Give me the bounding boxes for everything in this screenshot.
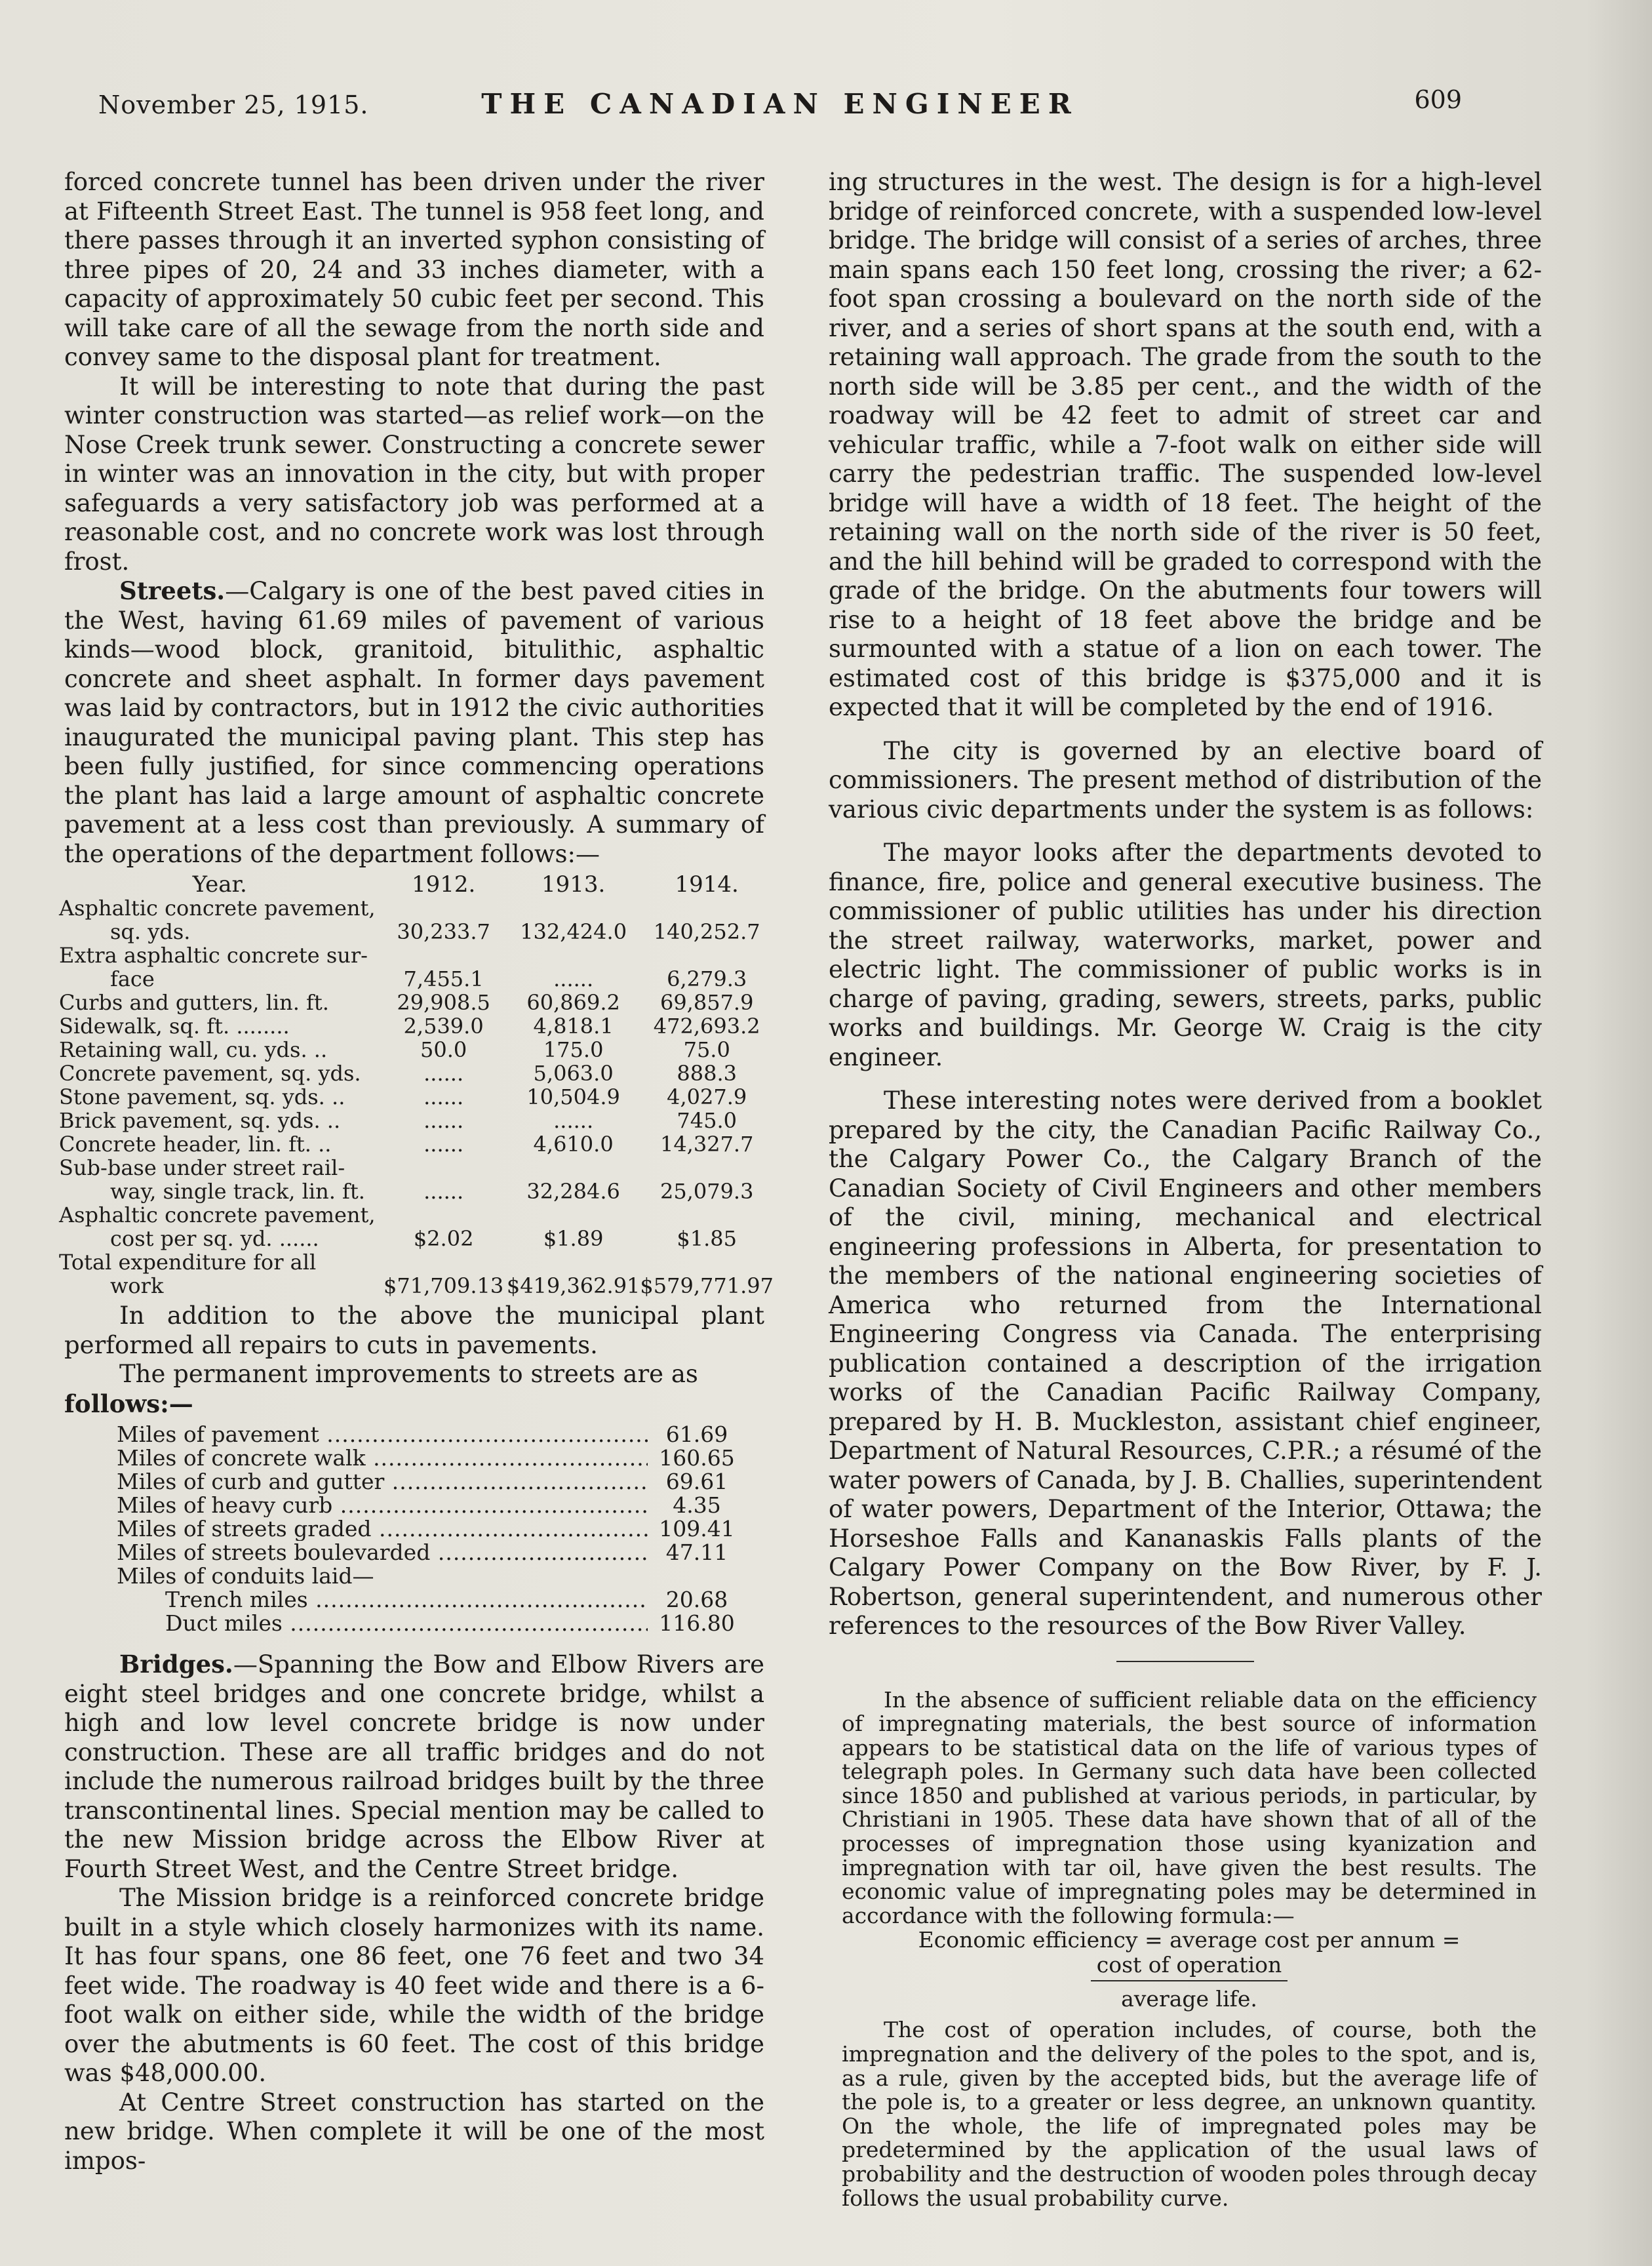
list-item xyxy=(64,1470,746,1494)
table-row xyxy=(59,920,774,944)
paragraph: ing structures in the west. The design is for a high-level bridge of reinforced concrete, with a suspended low-level bridge. The bridge will consist of a series of arches, three main spans each 150 feet long, crossing the river; a 62-foot span crossing a boulevard on the north side of the river, and a series of short spans at the south end, with a retaining wall approach. The grade from the south to the north side will be 3.85 per cent., and the width of the roadway will be 42 feet to admit of street car and vehicular traffic, while a 7-foot walk on either side will carry the pedestrian traffic. The suspended low-level bridge will have a width of 18 feet. The height of the retaining wall on the north side of the river is 50 feet, and the hill behind will be graded to correspond with the grade of the bridge. On the abutments four towers will rise to a height of 18 feet above the bridge and be surmounted with a statue of a lion on each tower. The estimated cost of this bridge is $375,000 and it is expected that it will be completed by the end of 1916. xyxy=(829,168,1542,721)
table-cell: 745.0 xyxy=(677,1108,737,1133)
table-cell: $1.85 xyxy=(677,1226,737,1251)
paragraph: The cost of operation includes, of course, both the impregnation and the delivery of the poles to the spot, and is, as a rule, given by the accepted bids, but the average life of the pole is, to a greater or less degree, an unknown quantity. On the whole, the life of impregnated poles may be predetermined by the application of the usual laws of probability and the destruction of wooden poles through decay follows the usual probability curve. xyxy=(842,2017,1537,2211)
row-label: work xyxy=(110,1273,164,1298)
list-item xyxy=(64,1541,746,1564)
table-cell: 25,079.3 xyxy=(659,1179,754,1204)
list-item-value: 160.65 xyxy=(659,1445,735,1471)
formula-denominator: average life. xyxy=(1121,1986,1257,2012)
table-row xyxy=(59,1014,774,1038)
row-label: Total expenditure for all xyxy=(59,1250,317,1275)
table-row xyxy=(59,1085,774,1109)
paragraph: In addition to the above the municipal plant performed all repairs to cuts in pavements. xyxy=(64,1302,764,1359)
row-label: sq. yds. xyxy=(110,919,191,944)
table-cell: 60,869.2 xyxy=(526,990,620,1015)
table-cell: 50.0 xyxy=(420,1037,467,1062)
table-cell: 32,284.6 xyxy=(526,1179,620,1204)
table-cell: 14,327.7 xyxy=(659,1132,754,1157)
table-cell: $1.89 xyxy=(543,1226,604,1251)
table-cell: $419,362.91 xyxy=(506,1273,640,1298)
table-cell: ...... xyxy=(553,966,594,991)
paragraph: The Mission bridge is a reinforced concrete bridge built in a style which closely harmonizes with its name. It has four spans, one 86 feet, one 76 feet and two 34 feet wide. The roadway is 40 feet wide and there is a 6-foot walk on either side, while the width of the bridge over the abutments is 60 feet. The cost of this bridge was $48,000.00. xyxy=(64,1884,764,2087)
table-body xyxy=(59,896,774,1298)
paving-operations-table xyxy=(59,873,774,1298)
row-label: face xyxy=(110,966,155,991)
page-number: 609 xyxy=(1414,85,1462,114)
right-column xyxy=(829,168,1542,2210)
table-cell: 75.0 xyxy=(683,1037,730,1062)
table-cell: ...... xyxy=(423,1084,464,1109)
list-item xyxy=(64,1588,746,1612)
table-cell: 29,908.5 xyxy=(397,990,490,1015)
paragraph: forced concrete tunnel has been driven under the river at Fifteenth Street East. The tunnel is 958 feet long, and there passes through it an inverted syphon consisting of three pipes of 20, 24 and 33 inches diameter, with a capacity of approximately 50 cubic feet per second. This will take care of all the sewage from the north side and convey same to the disposal plant for treatment. xyxy=(64,168,764,371)
table-cell: 4,818.1 xyxy=(533,1014,614,1039)
list-item xyxy=(64,1564,746,1588)
table-row xyxy=(59,1274,774,1298)
table-row-label xyxy=(59,944,774,967)
row-label: Brick pavement, sq. yds. .. xyxy=(59,1108,341,1133)
row-label: Concrete header, lin. ft. .. xyxy=(59,1132,332,1157)
formula-numerator: cost of operation xyxy=(1096,1952,1282,1978)
paragraph: follows:— xyxy=(64,1389,193,1418)
year-label: Year. xyxy=(192,871,247,898)
paragraph: The city is governed by an elective board of commissioners. The present method of distribution of the various civic departments under the system is as follows: xyxy=(829,736,1542,824)
table-header-row xyxy=(59,873,774,896)
paragraph: The permanent improvements to streets are as xyxy=(119,1360,698,1388)
row-label: Concrete pavement, sq. yds. xyxy=(59,1061,361,1086)
table-cell: 69,857.9 xyxy=(659,990,754,1015)
list-item-label: Miles of curb and gutter ..... xyxy=(64,1470,648,1494)
row-label: Extra asphaltic concrete sur- xyxy=(59,943,368,968)
table-cell: ...... xyxy=(553,1108,594,1133)
list-item-value: 109.41 xyxy=(659,1516,735,1541)
list-item-label: Miles of concrete walk ..... xyxy=(64,1446,648,1470)
streets-paragraph: Streets.—Calgary is one of the best paved cities in the West, having 61.69 miles of pavement of various kinds—wood block, granitoid, bitulithic, asphaltic concrete and sheet asphalt. In former days pavement was laid by contractors, but in 1912 the civic authorities inaugurated the municipal paving plant. This step has been fully justified, for since commencing operations the plant has laid a large amount of asphaltic concrete pavement at a less cost than previously. A summary of the operations of the department follows:— xyxy=(64,576,764,868)
table-cell: $2.02 xyxy=(413,1226,474,1251)
table-cell: $71,709.13 xyxy=(384,1273,504,1298)
issue-date: November 25, 1915. xyxy=(98,90,369,119)
table-row-label xyxy=(59,1203,774,1227)
table-row xyxy=(59,1132,774,1156)
table-row xyxy=(59,1227,774,1250)
row-label: Curbs and gutters, lin. ft. xyxy=(59,990,329,1015)
row-label: way, single track, lin. ft. xyxy=(110,1179,365,1204)
list-item-label: Miles of heavy curb ..... xyxy=(64,1494,648,1517)
list-item-value: 69.61 xyxy=(665,1469,728,1494)
paragraph: The mayor looks after the departments devoted to finance, fire, police and general executive business. The commissioner of public utilities has under his direction the street railway, waterworks, market, power and electric light. The commissioner of public works is in charge of paving, grading, sewers, streets, parks, public works and buildings. Mr. George W. Craig is the city engineer. xyxy=(829,839,1542,1071)
list-item-value: 4.35 xyxy=(673,1492,721,1518)
row-label: Retaining wall, cu. yds. .. xyxy=(59,1037,328,1062)
table-row-label xyxy=(59,896,774,920)
list-item-value: 116.80 xyxy=(659,1610,735,1636)
row-label: Asphaltic concrete pavement, xyxy=(59,1203,376,1227)
table-cell: 140,252.7 xyxy=(653,919,760,944)
row-label: Stone pavement, sq. yds. .. xyxy=(59,1084,345,1109)
table-cell: ...... xyxy=(423,1061,464,1086)
table-cell: 30,233.7 xyxy=(397,919,490,944)
list-item-value: 47.11 xyxy=(665,1540,728,1565)
table-cell: $579,771.97 xyxy=(640,1273,774,1298)
table-row-label xyxy=(59,1250,774,1274)
telegraph-poles-note xyxy=(842,1688,1537,2211)
year-header: 1914. xyxy=(675,871,739,898)
table-row xyxy=(59,1062,774,1085)
table-cell: 6,279.3 xyxy=(667,966,747,991)
table-row-label xyxy=(59,1156,774,1180)
list-item-label: Miles of streets boulevarded ..... xyxy=(64,1541,648,1564)
list-item-value xyxy=(648,1564,746,1588)
table-cell: 472,693.2 xyxy=(653,1014,760,1039)
list-item xyxy=(64,1423,746,1446)
paragraph: It will be interesting to note that during the past winter construction was started—as relief work—on the Nose Creek trunk sewer. Constructing a concrete sewer in winter was an innovation in the city, but with proper safeguards a very satisfactory job was performed at a reasonable cost, and no concrete work was lost through frost. xyxy=(64,372,764,576)
left-column xyxy=(59,168,774,2176)
bridges-heading: Bridges. xyxy=(119,1650,233,1679)
list-item-value: 20.68 xyxy=(665,1587,728,1612)
table-cell: 4,610.0 xyxy=(533,1132,614,1157)
list-item-label: Miles of conduits laid— xyxy=(117,1564,374,1588)
section-divider xyxy=(1116,1661,1254,1662)
paragraph: In the absence of sufficient reliable data on the efficiency of impregnating materials, the best source of information appears to be statistical data on the life of various types of telegraph poles. In Germany such data have been collected since 1850 and published at various periods, in particular, by Christiani in 1905. These data have shown that of all of the processes of impregnation those using kyanization and impregnation with tar oil, have given the best results. The economic value of impregnating poles may be determined in accordance with the following formula:— xyxy=(842,1686,1537,1928)
list-item-label: Miles of streets graded ..... xyxy=(64,1517,648,1541)
table-cell: 4,027.9 xyxy=(667,1084,747,1109)
formula-line: Economic efficiency = average cost per annum = xyxy=(918,1927,1461,1953)
fraction-bar xyxy=(1091,1980,1288,1981)
journal-title: THE CANADIAN ENGINEER xyxy=(481,88,1079,120)
table-row xyxy=(59,1109,774,1132)
list-item-label: Miles of pavement ..... xyxy=(64,1423,648,1446)
table-cell: 10,504.9 xyxy=(526,1084,620,1109)
bridges-paragraph: Bridges.—Spanning the Bow and Elbow Rivers are eight steel bridges and one concrete bridge, whilst a high and low level concrete bridge is now under construction. These are all traffic bridges and do not include the numerous railroad bridges built by the three transcontinental lines. Special mention may be called to the new Mission bridge across the Elbow River at Fourth Street West, and the Centre Street bridge. xyxy=(64,1650,764,1883)
table-cell: 7,455.1 xyxy=(403,966,484,991)
list-item-value: 61.69 xyxy=(665,1421,728,1447)
list-item-label: Duct miles ..... xyxy=(64,1612,648,1635)
year-header: 1913. xyxy=(541,871,606,898)
row-label: cost per sq. yd. ...... xyxy=(110,1226,319,1251)
table-cell: 888.3 xyxy=(677,1061,737,1086)
list-item xyxy=(64,1494,746,1517)
table-row xyxy=(59,991,774,1014)
list-item xyxy=(64,1612,746,1635)
list-item xyxy=(64,1517,746,1541)
table-row xyxy=(59,1038,774,1062)
table-row xyxy=(59,1180,774,1203)
running-head xyxy=(98,85,1462,125)
list-item xyxy=(64,1446,746,1470)
table-cell: 2,539.0 xyxy=(403,1014,484,1039)
table-row xyxy=(59,967,774,991)
row-label: Sidewalk, sq. ft. ........ xyxy=(59,1014,290,1039)
paragraph: These interesting notes were derived from a booklet prepared by the city, the Canadian Pacific Railway Co., the Calgary Power Co., the Calgary Branch of the Canadian Society of Civil Engineers and other members of the civil, mining, mechanical and electrical engineering professions in Alberta, for presentation to the members of the national engineering societies of America who returned from the International Engineering Congress via Canada. The enterprising publication contained a description of the irrigation works of the Canadian Pacific Railway Company, prepared by H. B. Muckleston, assistant chief engineer, Department of Natural Resources, C.P.R.; a résumé of the water powers of Canada, by J. B. Challies, superintendent of water powers, Department of the Interior, Ottawa; the Horseshoe Falls and Kananaskis Falls plants of the Calgary Power Company on the Bow River, by F. J. Robertson, general superintendent, and numerous other references to the resources of the Bow River Valley. xyxy=(829,1086,1542,1640)
row-label: Asphaltic concrete pavement, xyxy=(59,896,376,921)
list-item-label: Trench miles ..... xyxy=(64,1588,648,1612)
table-cell: ...... xyxy=(423,1108,464,1133)
table-cell: 175.0 xyxy=(543,1037,604,1062)
improvements-list xyxy=(64,1423,764,1635)
table-cell: ...... xyxy=(423,1179,464,1204)
year-header: 1912. xyxy=(411,871,476,898)
row-label: Sub-base under street rail- xyxy=(59,1155,345,1180)
table-cell: 132,424.0 xyxy=(520,919,627,944)
table-cell: 5,063.0 xyxy=(533,1061,614,1086)
streets-heading: Streets. xyxy=(119,576,226,605)
paragraph: At Centre Street construction has started on the new bridge. When complete it will be one of the most impos- xyxy=(64,2088,764,2175)
table-cell: ...... xyxy=(423,1132,464,1157)
